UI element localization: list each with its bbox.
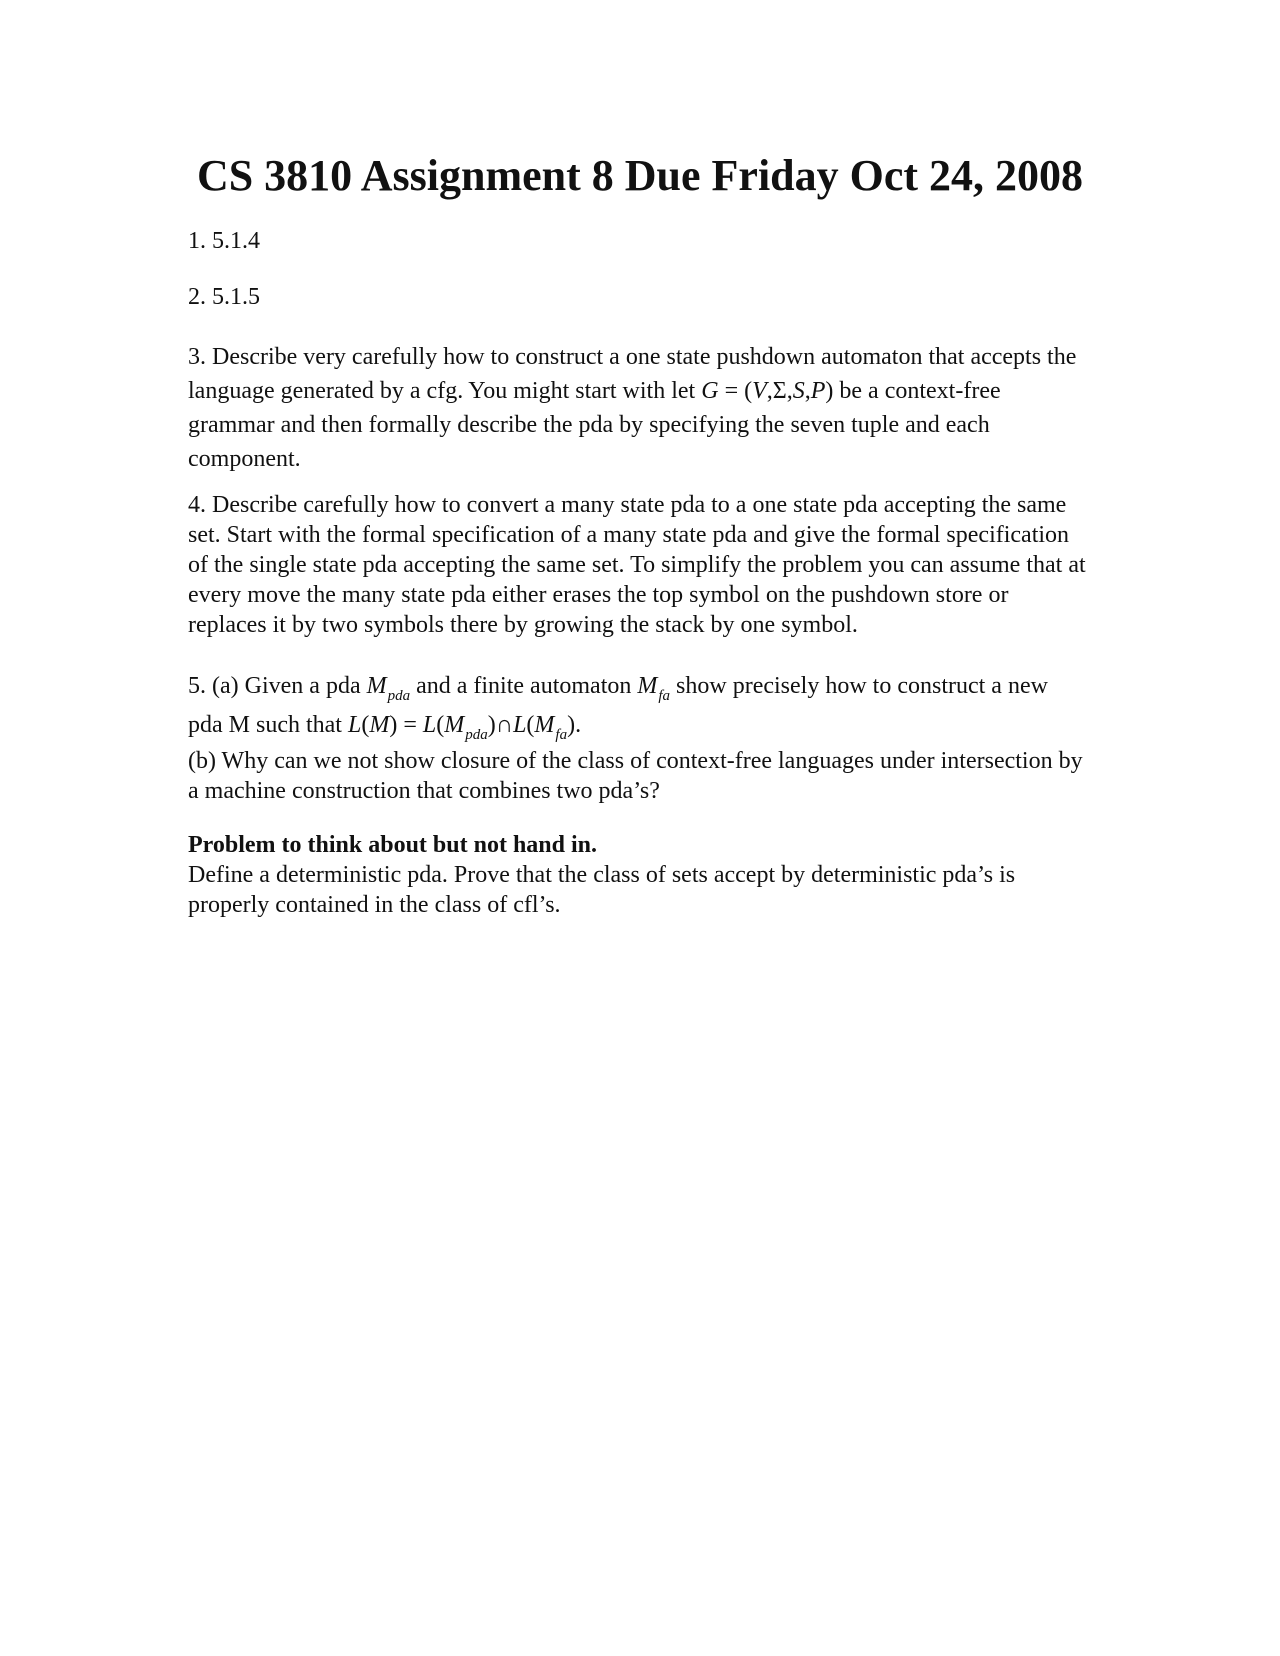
problem-2-text: 2. 5.1.5 bbox=[188, 284, 260, 310]
problem-1 bbox=[188, 226, 1088, 256]
problem-2 bbox=[188, 282, 1088, 312]
problem-1-text: 1. 5.1.4 bbox=[188, 228, 260, 254]
math-sigma: Σ bbox=[772, 378, 787, 404]
math-s: S bbox=[792, 378, 805, 404]
extra-problem bbox=[188, 830, 1088, 920]
extra-heading: Problem to think about but not hand in. bbox=[188, 832, 598, 858]
intersection-formula: $L(M) = L(M_{pda})\cap L(M_{fa})$ bbox=[347, 712, 576, 743]
math-v: V bbox=[752, 378, 767, 404]
math-eq: = ( bbox=[718, 378, 753, 404]
math-m-pda: M bbox=[366, 673, 387, 699]
page-title: CS 3810 Assignment 8 Due Friday Oct 24, 2008 bbox=[196, 151, 1084, 200]
problem-3-text bbox=[188, 340, 1088, 476]
math-m-fa: M bbox=[637, 673, 658, 699]
problem-4-text: 4. Describe carefully how to convert a many state pda to a one state pda accepting the same set. Start with the formal specification of a many state pda and give the formal specification of the single state pda accepting the same set. To simplify the problem you can assume that at every move the many state pda either erases the top symbol on the pushdown store or replaces it by two symbols there by growing the stack by one symbol. bbox=[188, 492, 1086, 638]
subscript-fa: fa bbox=[658, 688, 671, 704]
problem-5b-text: (b) Why can we not show closure of the class of context-free languages under intersection by a machine construction that combines two pda’s? bbox=[188, 748, 1083, 804]
problem-4 bbox=[188, 490, 1088, 640]
grammar-tuple-formula: G = (V,Σ,S,P) bbox=[701, 378, 834, 404]
math-p: P bbox=[810, 378, 826, 404]
extra-text: Define a deterministic pda. Prove that the class of sets accept by deterministic pda’s is properly contained in the class of cfl’s. bbox=[188, 862, 1016, 918]
problem-5a-text: 5. (a) Given a pda $M_{pda}$ and a finite automaton $M_{fa}$ show precisely how to construct a new pda M such that $L(M) = L(M_{pda})\cap L(M_{fa})$. bbox=[188, 673, 1048, 743]
problem-3 bbox=[188, 340, 1088, 476]
problem-3-rest: be a context-free grammar and then formally describe the pda by specifying the seven tuple and each component. bbox=[188, 378, 1001, 472]
subscript-pda: pda bbox=[387, 688, 411, 704]
problem-5 bbox=[188, 668, 1088, 806]
math-g: G bbox=[701, 378, 719, 404]
problem-3-intro: 3. Describe very carefully how to construct a one state pushdown automaton that accepts the language generated by a cfg. You might start with let bbox=[188, 344, 1077, 404]
